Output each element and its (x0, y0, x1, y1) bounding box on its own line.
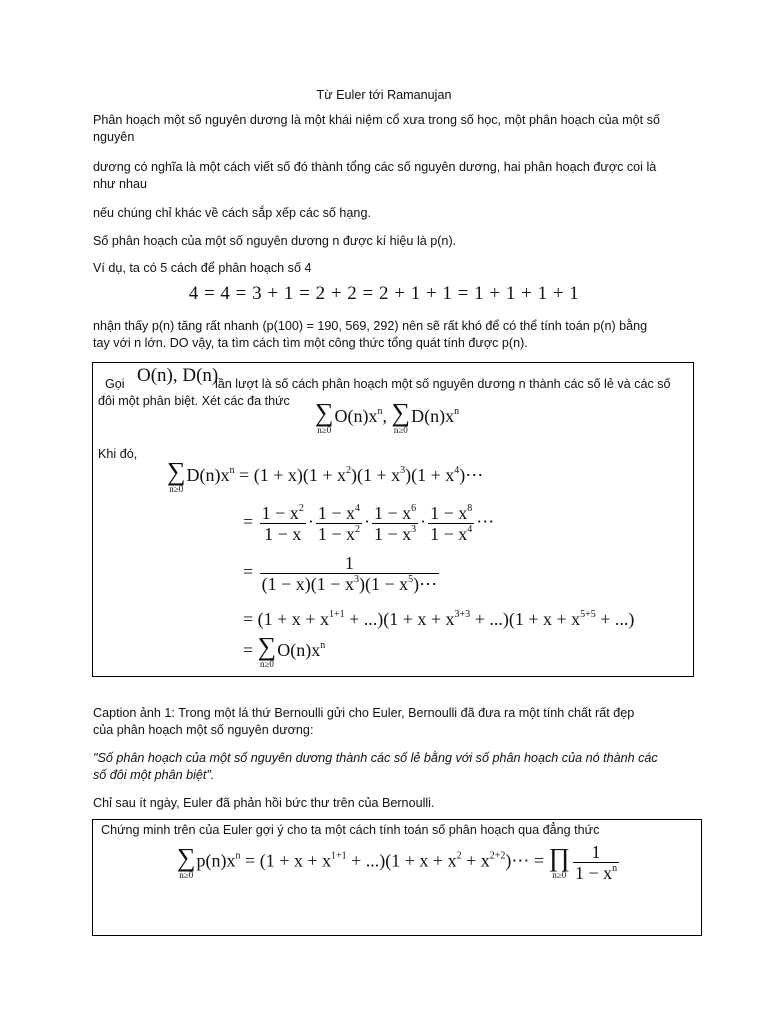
example-equation: 4 = 4 = 3 + 1 = 2 + 2 = 2 + 1 + 1 = 1 + 1 + 1 + 1 (188, 283, 580, 304)
caption-line-2: của phân hoạch một số nguyên dương: (93, 723, 314, 737)
derivation-line-4: = $(1 + x + x^{1+1} + ...)(1 + x + x^{3+3} + ...)(1 + x + x^{5+5}$ + ...) (243, 609, 635, 629)
od-symbols: O(n), D(n) (137, 365, 219, 386)
paragraph-3: nếu chúng chỉ khác về cách sắp xếp các số hạng. (93, 206, 371, 220)
caption-line-1: Caption ảnh 1: Trong một lá thứ Bernoulli gửi cho Euler, Bernoulli đã đưa ra một tính chất rất đẹp (93, 706, 635, 720)
paragraph-6b: tay với n lớn. DO vậy, ta tìm cách tìm một công thức tổng quát tính được p(n). (93, 336, 528, 350)
generating-function-box (92, 819, 702, 936)
derivation-line-2: = $\frac{1 - x^2}{1 - x}$ · $\frac{1 - x^4}{1 - x^2}$ · $\frac{1 - x^6}{1 - x^3}$ · $\frac{1 - x^8}{1 - x^4}$ ⋯ (243, 503, 495, 544)
derivation-box (92, 362, 694, 677)
paragraph-4: Số phân hoạch của một số nguyên dương n được kí hiệu là p(n). (93, 234, 457, 248)
box2-line1: Chứng minh trên của Euler gợi ý cho ta một cách tính toán số phân hoạch qua đẳng thức (101, 823, 600, 837)
khi-do-label: Khi đó, (98, 447, 138, 461)
paragraph-1a: Phân hoạch một số nguyên dương là một khái niệm cổ xưa trong số học, một phân hoạch của một số (93, 113, 660, 127)
paragraph-2b: như nhau (93, 177, 147, 191)
quote-line-1: "Số phân hoạch của một số nguyên dương thành các số lẻ bằng với số phân hoạch của nó thành các (93, 751, 658, 765)
page-title: Từ Euler tới Ramanujan (316, 88, 452, 102)
paragraph-1b: nguyên (93, 130, 135, 144)
series-definition: ∑ n≥0 $O(n)x^n$, ∑ n≥0 $D(n)x^n$ (315, 398, 460, 435)
caption-after: Chỉ sau ít ngày, Euler đã phản hồi bức thư trên của Bernoulli. (93, 796, 435, 810)
derivation-line-3: = $\frac{1}{(1 - x)(1 - x^3)(1 - x^5)\cdots}$ (243, 553, 438, 594)
quote-line-2: số đôi một phân biệt". (93, 768, 215, 782)
derivation-line-5: = ∑ n≥0 $O(n)x^n$ (243, 632, 326, 669)
goi-label: Gọi (105, 377, 125, 391)
box1-line1: lần lượt là số cách phân hoạch một số nguyên dương n thành các số lẻ và các số (215, 377, 671, 391)
derivation-line-1: ∑ n≥0 $D(n)x^n = (1 + x)(1 + x^2)(1 + x^3)(1$ + $x^4)\cdots$ (167, 457, 484, 494)
box1-line2: đôi một phân biệt. Xét các đa thức (98, 394, 290, 408)
paragraph-5: Ví dụ, ta có 5 cách để phân hoạch số 4 (93, 261, 312, 275)
paragraph-6a: nhận thấy p(n) tăng rất nhanh (p(100) = 190, 569, 292) nên sẽ rất khó để có thể tính toán p(n) bằng (93, 319, 648, 333)
generating-function-formula: ∑ n≥0 $p(n)x^n = (1 + x + x^{1+1} + ...)(1 + x + x^2$ + $x^{2+2})\cdots$ = ∏ n≥0 $\frac{1}{1 - x^n}$ (177, 842, 618, 883)
paragraph-2a: dương có nghĩa là một cách viết số đó thành tổng các số nguyên dương, hai phân hoạch được coi là (93, 160, 657, 174)
